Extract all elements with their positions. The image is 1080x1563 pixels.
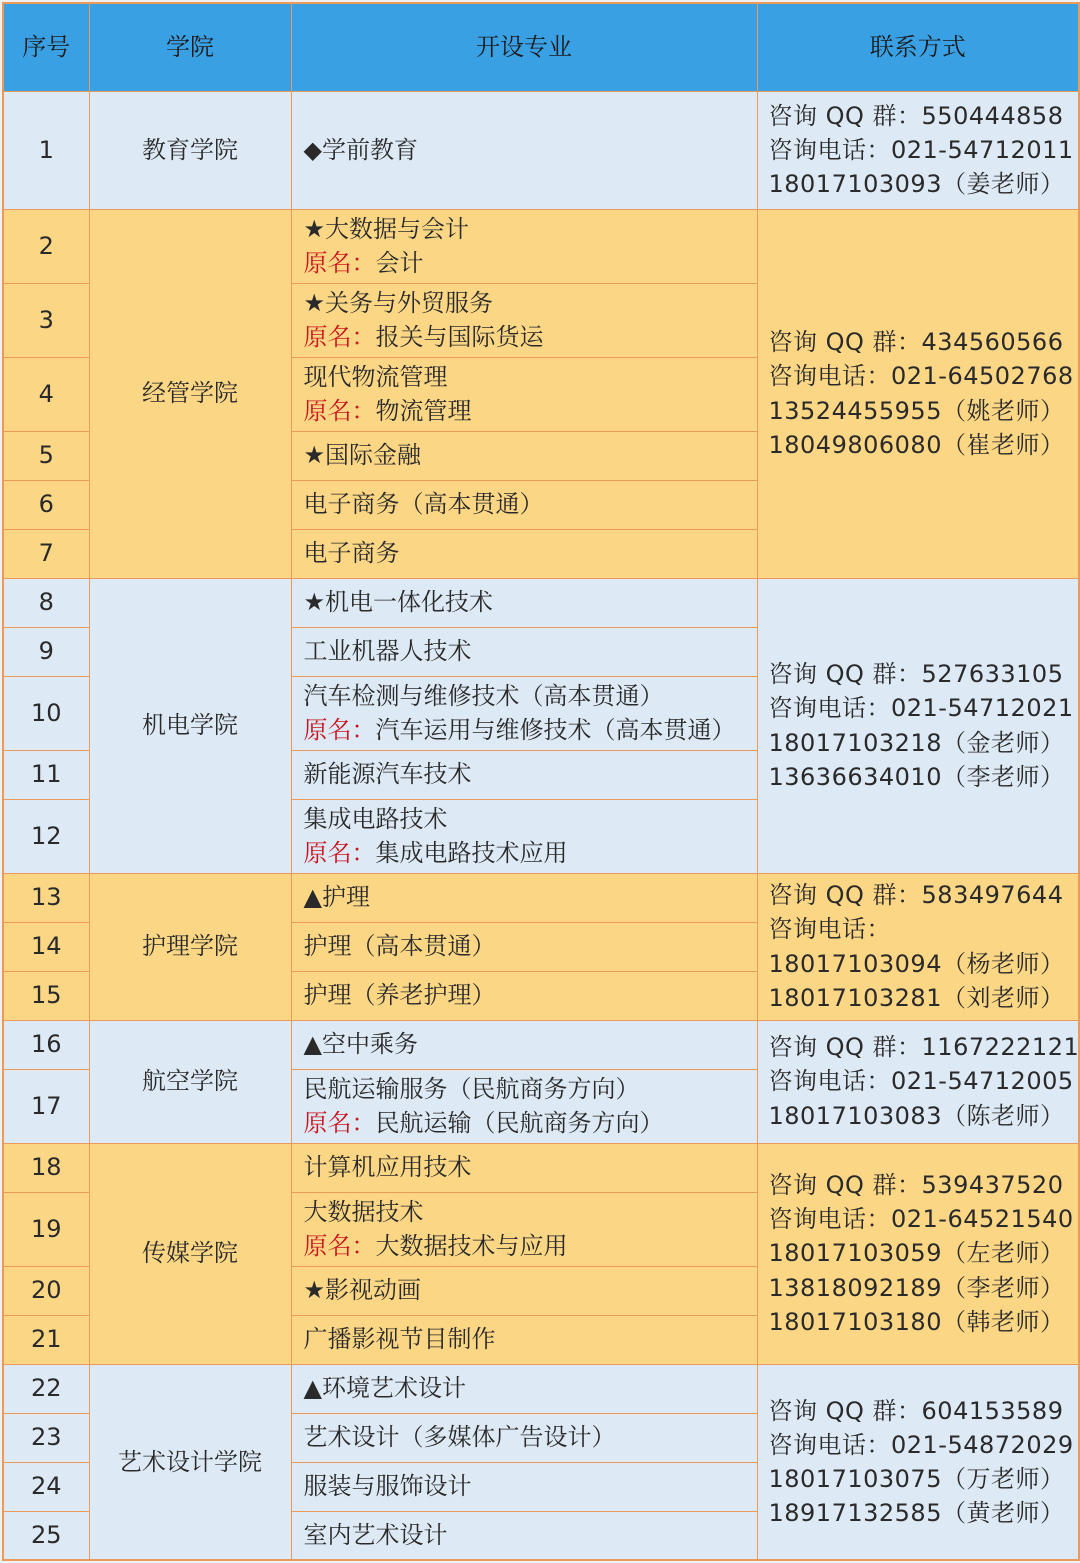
original-name-label: 原名： [303,323,376,351]
college-name: 传媒学院 [89,1143,291,1364]
major-cell [291,750,757,799]
original-name-value: 物流管理 [375,397,472,425]
major-name: 广播影视节目制作 [303,1325,496,1354]
contact-line: 咨询电话：021-54712021 [768,694,1074,723]
major-name: 电子商务（高本贯通） [303,490,544,519]
contact-line: 咨询电话：021-64502768 [768,362,1074,391]
contact-line: 咨询 QQ 群：583497644 [768,881,1064,910]
college-name: 经管学院 [89,209,291,578]
table-row [3,209,1079,283]
college-name: 机电学院 [89,578,291,873]
contact-cell [757,1143,1079,1364]
major-cell [291,578,757,627]
major-cell [291,1413,757,1462]
major-name: ▲护理 [303,883,370,912]
contact-cell [757,578,1079,873]
major-cell [291,676,757,750]
major-cell [291,431,757,480]
row-index: 6 [3,480,89,529]
major-cell [291,357,757,431]
contact-line: 咨询 QQ 群：434560566 [768,328,1064,357]
major-name: ▲环境艺术设计 [303,1374,466,1403]
original-name-label: 原名： [303,1109,376,1137]
original-name-label: 原名： [303,1232,376,1260]
row-index: 5 [3,431,89,480]
row-index: 11 [3,750,89,799]
contact-line: 18017103218（金老师） [768,728,1065,757]
major-name: 艺术设计（多媒体广告设计） [303,1423,616,1452]
contact-line: 18049806080（崔老师） [768,430,1065,459]
original-name-value: 报关与国际货运 [375,323,544,351]
header-row [3,3,1079,91]
major-name: 电子商务 [303,539,400,568]
contact-line: 咨询 QQ 群：539437520 [768,1171,1064,1200]
major-cell [291,209,757,283]
college-name: 航空学院 [89,1020,291,1143]
row-index: 1 [3,91,89,209]
major-name: ★国际金融 [303,441,422,470]
original-name [304,836,757,870]
table-body [3,91,1079,1560]
major-cell [291,971,757,1020]
major-name: ★关务与外贸服务 [303,288,494,317]
row-index: 2 [3,209,89,283]
contact-cell [757,1020,1079,1143]
contact-line: 咨询 QQ 群：550444858 [768,101,1064,130]
major-cell [291,1069,757,1143]
major-cell [291,627,757,676]
original-name-label: 原名： [303,397,376,425]
original-name [304,1229,757,1263]
major-name: 工业机器人技术 [303,637,472,666]
original-name-label: 原名： [303,839,376,867]
major-cell [291,922,757,971]
major-name: ★大数据与会计 [303,214,470,243]
major-name: 大数据技术 [303,1197,424,1226]
major-name: ◆学前教育 [303,135,418,164]
major-cell [291,1462,757,1511]
table-row [3,91,1079,209]
contact-line: 咨询 QQ 群：1167222121 [768,1033,1080,1062]
row-index: 24 [3,1462,89,1511]
major-cell [291,91,757,209]
major-name: 新能源汽车技术 [303,760,472,789]
original-name [304,713,757,747]
original-name-label: 原名： [303,249,376,277]
contact-line: 咨询电话：021-64521540 [768,1205,1074,1234]
major-name: ★影视动画 [303,1276,422,1305]
contact-line: 咨询电话：021-54712005 [768,1067,1074,1096]
major-name: 集成电路技术 [303,804,448,833]
contact-cell [757,873,1079,1020]
row-index: 10 [3,676,89,750]
original-name-value: 民航运输（民航商务方向） [375,1109,664,1137]
major-name: 服装与服饰设计 [303,1472,472,1501]
row-index: 25 [3,1511,89,1560]
major-cell [291,799,757,873]
major-name: ▲空中乘务 [303,1030,418,1059]
table-row [3,578,1079,627]
contact-line: 18017103059（左老师） [768,1239,1065,1268]
header-index: 序号 [3,3,89,91]
original-name [304,246,757,280]
major-cell [291,283,757,357]
row-index: 17 [3,1069,89,1143]
row-index: 7 [3,529,89,578]
table-row [3,1364,1079,1413]
major-name: 护理（养老护理） [303,981,496,1010]
major-name: 室内艺术设计 [303,1521,448,1550]
row-index: 23 [3,1413,89,1462]
row-index: 13 [3,873,89,922]
contact-line: 咨询电话：021-54712011 [768,135,1074,164]
contact-cell [757,91,1079,209]
row-index: 19 [3,1192,89,1266]
major-cell [291,873,757,922]
header-college: 学院 [89,3,291,91]
row-index: 20 [3,1266,89,1315]
contact-line: 18017103093（姜老师） [768,170,1065,199]
contact-line: 13636634010（李老师） [768,762,1065,791]
contact-line: 13818092189（李老师） [768,1273,1065,1302]
contact-line: 咨询 QQ 群：527633105 [768,660,1064,689]
row-index: 22 [3,1364,89,1413]
major-name: 护理（高本贯通） [303,932,496,961]
major-cell [291,529,757,578]
original-name [304,394,757,428]
major-cell [291,480,757,529]
row-index: 12 [3,799,89,873]
major-cell [291,1192,757,1266]
table-row [3,1143,1079,1192]
major-cell [291,1315,757,1364]
contact-line: 18017103180（韩老师） [768,1307,1065,1336]
original-name [304,1106,757,1140]
row-index: 9 [3,627,89,676]
major-cell [291,1511,757,1560]
college-name: 护理学院 [89,873,291,1020]
contact-line: 13524455955（姚老师） [768,396,1065,425]
table-row [3,873,1079,922]
contact-line: 咨询 QQ 群：604153589 [768,1396,1064,1425]
row-index: 4 [3,357,89,431]
original-name-value: 会计 [375,249,424,277]
contact-line: 18017103281（刘老师） [768,983,1065,1012]
original-name-label: 原名： [303,716,376,744]
major-name: ★机电一体化技术 [303,588,494,617]
row-index: 3 [3,283,89,357]
major-name: 现代物流管理 [303,362,448,391]
major-cell [291,1020,757,1069]
contact-line: 咨询电话：021-54872029 [768,1430,1074,1459]
row-index: 15 [3,971,89,1020]
row-index: 21 [3,1315,89,1364]
contact-cell [757,209,1079,578]
major-cell [291,1364,757,1413]
original-name-value: 大数据技术与应用 [375,1232,568,1260]
original-name-value: 集成电路技术应用 [375,839,568,867]
table-row [3,1020,1079,1069]
original-name [304,320,757,354]
original-name-value: 汽车运用与维修技术（高本贯通） [375,716,736,744]
major-name: 计算机应用技术 [303,1153,472,1182]
contact-line: 18017103094（杨老师） [768,949,1065,978]
contact-line: 18017103075（万老师） [768,1464,1065,1493]
header-majors: 开设专业 [291,3,757,91]
row-index: 18 [3,1143,89,1192]
row-index: 14 [3,922,89,971]
contact-line: 咨询电话： [768,915,891,944]
major-cell [291,1266,757,1315]
college-name: 艺术设计学院 [89,1364,291,1560]
contact-cell [757,1364,1079,1560]
major-name: 民航运输服务（民航商务方向） [303,1074,640,1103]
college-name: 教育学院 [89,91,291,209]
contact-line: 18017103083（陈老师） [768,1101,1065,1130]
contact-line: 18917132585（黄老师） [768,1498,1065,1527]
major-cell [291,1143,757,1192]
major-name: 汽车检测与维修技术（高本贯通） [303,681,664,710]
header-contact: 联系方式 [757,3,1079,91]
row-index: 16 [3,1020,89,1069]
row-index: 8 [3,578,89,627]
majors-table [2,2,1080,1561]
